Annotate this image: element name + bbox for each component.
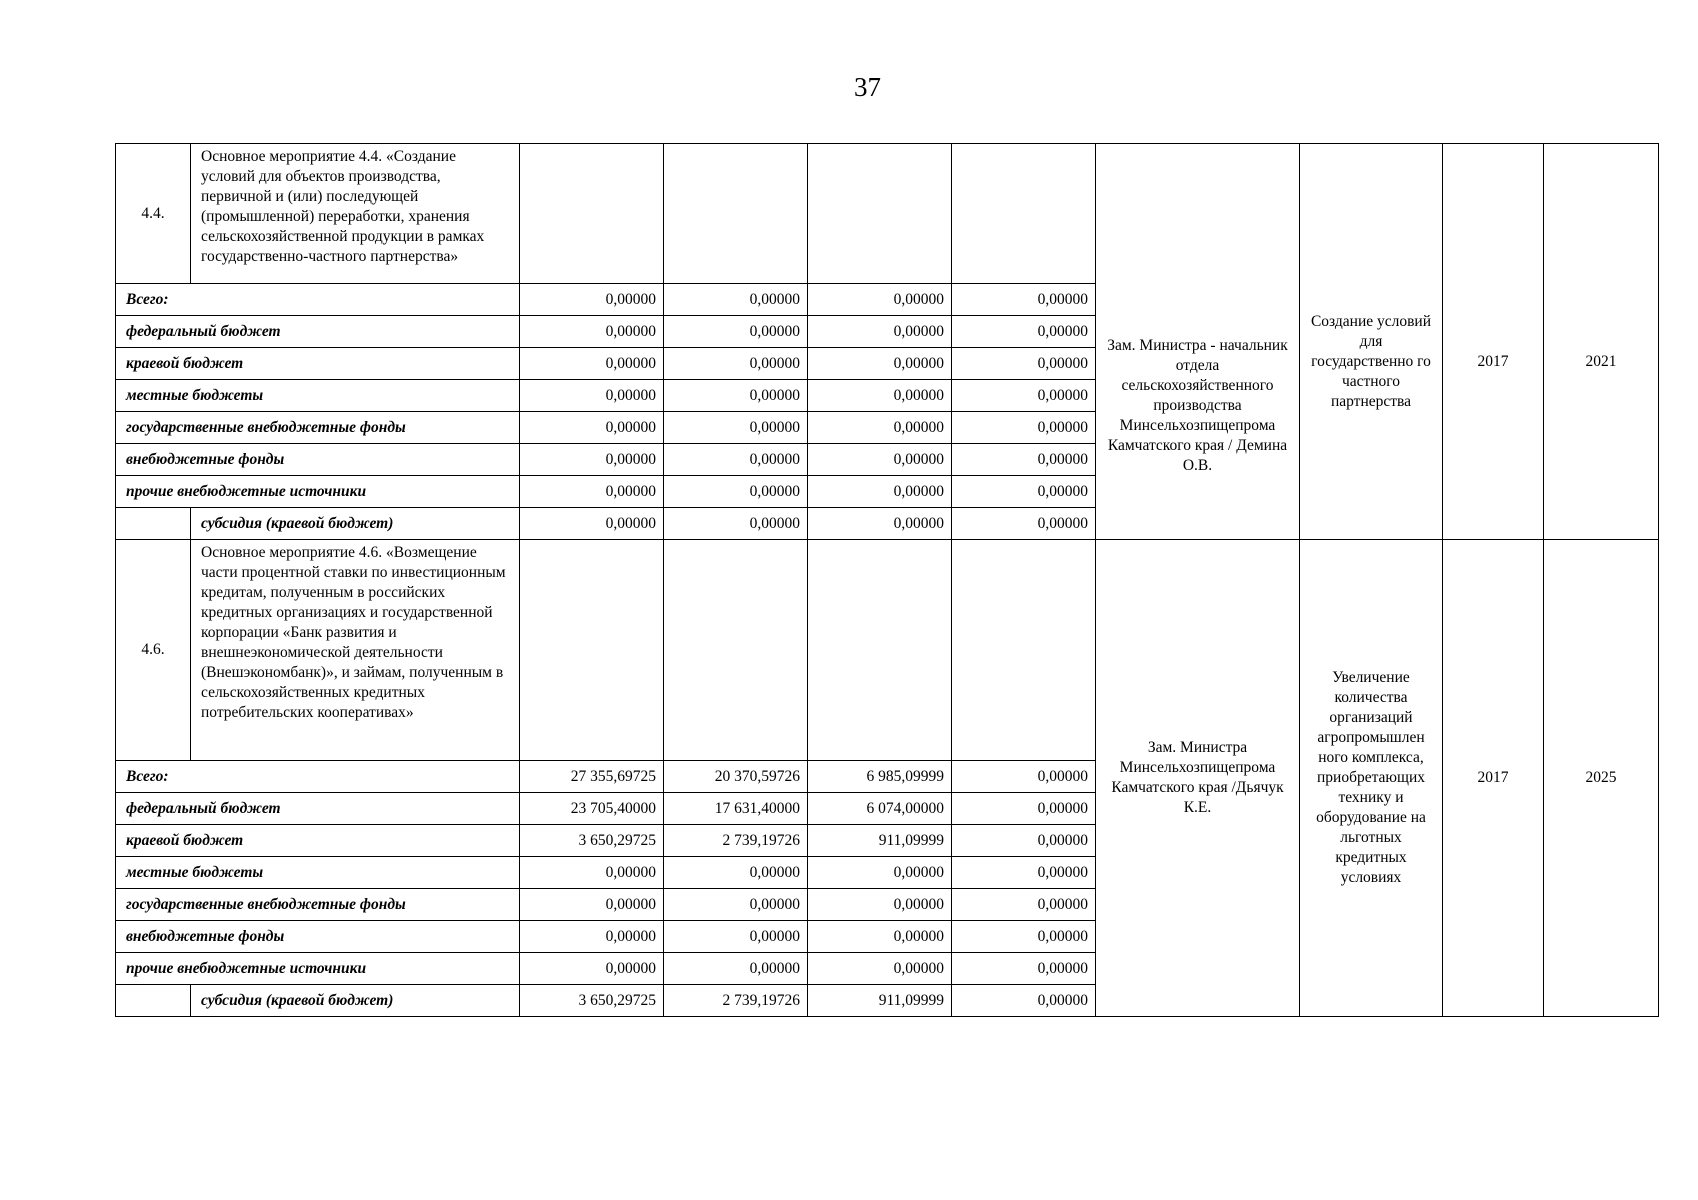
section-4-4 xyxy=(116,144,1659,540)
value-cell: 0,00000 xyxy=(664,380,808,412)
value-cell: 0,00000 xyxy=(808,857,952,889)
value-cell: 0,00000 xyxy=(952,508,1096,540)
responsible-person: Зам. Министра Минсельхозпищепрома Камчатского края /Дьячук К.Е. xyxy=(1096,540,1300,1017)
value-cell: 0,00000 xyxy=(520,412,664,444)
row-label: внебюджетные фонды xyxy=(116,444,520,476)
value-cell: 0,00000 xyxy=(808,316,952,348)
row-label: прочие внебюджетные источники xyxy=(116,953,520,985)
value-cell: 0,00000 xyxy=(664,412,808,444)
row-label: федеральный бюджет xyxy=(116,793,520,825)
row-label: местные бюджеты xyxy=(116,380,520,412)
value-cell: 0,00000 xyxy=(664,284,808,316)
row-label: федеральный бюджет xyxy=(116,316,520,348)
value-cell: 0,00000 xyxy=(664,889,808,921)
row-label: краевой бюджет xyxy=(116,348,520,380)
value-cell: 0,00000 xyxy=(808,889,952,921)
section-number: 4.4. xyxy=(116,144,191,284)
value-cell: 6 074,00000 xyxy=(808,793,952,825)
value-cell: 0,00000 xyxy=(664,857,808,889)
row-label: краевой бюджет xyxy=(116,825,520,857)
value-cell: 17 631,40000 xyxy=(664,793,808,825)
budget-table xyxy=(115,143,1659,1017)
value-cell: 0,00000 xyxy=(952,444,1096,476)
value-cell: 2 739,19726 xyxy=(664,985,808,1017)
value-cell: 0,00000 xyxy=(520,284,664,316)
row-label: государственные внебюджетные фонды xyxy=(116,889,520,921)
value-cell: 0,00000 xyxy=(520,889,664,921)
expected-result: Увеличение количества организаций агропромышлен ного комплекса, приобретающих технику и оборудование на льготных кредитных условиях xyxy=(1300,540,1443,1017)
value-cell: 0,00000 xyxy=(952,316,1096,348)
row-label: субсидия (краевой бюджет) xyxy=(191,508,520,540)
value-cell: 911,09999 xyxy=(808,825,952,857)
value-cell: 0,00000 xyxy=(808,412,952,444)
value-cell: 20 370,59726 xyxy=(664,761,808,793)
start-year: 2017 xyxy=(1443,540,1544,1017)
value-cell: 0,00000 xyxy=(520,380,664,412)
value-cell: 0,00000 xyxy=(808,348,952,380)
value-cell: 0,00000 xyxy=(952,284,1096,316)
value-cell: 0,00000 xyxy=(808,953,952,985)
value-cell: 0,00000 xyxy=(952,921,1096,953)
value-cell: 0,00000 xyxy=(952,889,1096,921)
section-4-6 xyxy=(116,540,1659,1017)
value-cell: 0,00000 xyxy=(952,380,1096,412)
value-cell: 3 650,29725 xyxy=(520,825,664,857)
row-label: государственные внебюджетные фонды xyxy=(116,412,520,444)
value-cell: 0,00000 xyxy=(664,316,808,348)
row-label: субсидия (краевой бюджет) xyxy=(191,985,520,1017)
value-cell: 0,00000 xyxy=(520,476,664,508)
value-cell: 0,00000 xyxy=(952,857,1096,889)
row-label: внебюджетные фонды xyxy=(116,921,520,953)
value-cell: 0,00000 xyxy=(808,380,952,412)
value-cell: 0,00000 xyxy=(952,761,1096,793)
value-cell: 0,00000 xyxy=(808,476,952,508)
value-cell: 0,00000 xyxy=(520,316,664,348)
value-cell: 0,00000 xyxy=(520,857,664,889)
value-cell: 0,00000 xyxy=(664,953,808,985)
value-cell: 0,00000 xyxy=(520,348,664,380)
value-cell: 0,00000 xyxy=(520,444,664,476)
row-label: прочие внебюджетные источники xyxy=(116,476,520,508)
value-cell: 0,00000 xyxy=(808,508,952,540)
value-cell: 0,00000 xyxy=(952,348,1096,380)
value-cell: 0,00000 xyxy=(808,921,952,953)
responsible-person: Зам. Министра - начальник отдела сельскохозяйственного производства Минсельхозпищепрома Камчатского края / Демина О.В. xyxy=(1096,144,1300,540)
value-cell: 0,00000 xyxy=(952,476,1096,508)
value-cell: 23 705,40000 xyxy=(520,793,664,825)
value-cell: 3 650,29725 xyxy=(520,985,664,1017)
value-cell: 0,00000 xyxy=(808,284,952,316)
row-label: местные бюджеты xyxy=(116,857,520,889)
value-cell: 0,00000 xyxy=(952,793,1096,825)
value-cell: 6 985,09999 xyxy=(808,761,952,793)
value-cell: 0,00000 xyxy=(952,825,1096,857)
value-cell: 911,09999 xyxy=(808,985,952,1017)
value-cell: 0,00000 xyxy=(952,953,1096,985)
value-cell: 0,00000 xyxy=(808,444,952,476)
value-cell: 0,00000 xyxy=(664,508,808,540)
value-cell: 0,00000 xyxy=(952,412,1096,444)
page-number: 37 xyxy=(854,72,881,102)
value-cell: 0,00000 xyxy=(520,953,664,985)
start-year: 2017 xyxy=(1443,144,1544,540)
section-title: Основное мероприятие 4.4. «Создание условий для объектов производства, первичной и (или) последующей (промышленной) переработки, хранения сельскохозяйственной продукции в рамках государственно-частного партнерства» xyxy=(191,144,520,284)
value-cell: 0,00000 xyxy=(520,508,664,540)
row-label: Всего: xyxy=(116,761,520,793)
value-cell: 2 739,19726 xyxy=(664,825,808,857)
value-cell: 0,00000 xyxy=(664,444,808,476)
value-cell: 0,00000 xyxy=(952,985,1096,1017)
end-year: 2021 xyxy=(1544,144,1659,540)
end-year: 2025 xyxy=(1544,540,1659,1017)
value-cell: 0,00000 xyxy=(520,921,664,953)
row-label: Всего: xyxy=(116,284,520,316)
value-cell: 0,00000 xyxy=(664,476,808,508)
section-number: 4.6. xyxy=(116,540,191,761)
value-cell: 0,00000 xyxy=(664,921,808,953)
section-title: Основное мероприятие 4.6. «Возмещение части процентной ставки по инвестиционным кредитам, полученным в российских кредитных организациях и государственной корпорации «Банк развития и внешнеэкономической деятельности (Внешэкономбанк)», и займам, полученным в сельскохозяйственных кредитных потребительских кооперативах» xyxy=(191,540,520,761)
value-cell: 0,00000 xyxy=(664,348,808,380)
expected-result: Создание условий для государственно го частного партнерства xyxy=(1300,144,1443,540)
value-cell: 27 355,69725 xyxy=(520,761,664,793)
